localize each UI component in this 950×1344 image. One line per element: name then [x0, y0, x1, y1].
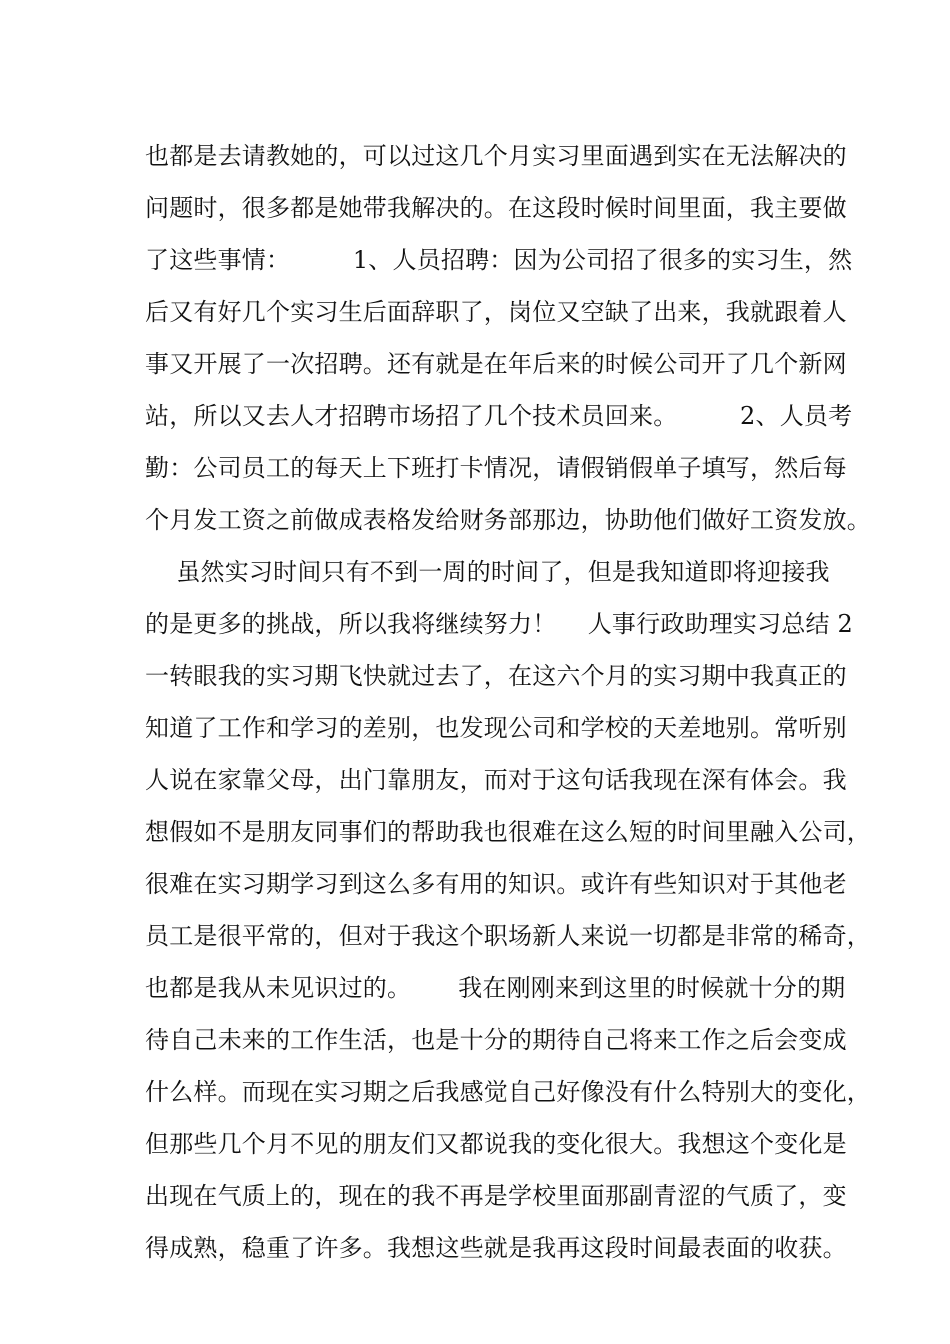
- text-line: 一转眼我的实习期飞快就过去了，在这六个月的实习期中我真正的: [145, 662, 847, 690]
- text-line: 什么样。而现在实习期之后我感觉自己好像没有什么特别大的变化，: [145, 1078, 871, 1106]
- text-line: 勤：公司员工的每天上下班打卡情况，请假销假单子填写，然后每: [145, 454, 847, 482]
- text-line: 也都是去请教她的，可以过这几个月实习里面遇到实在无法解决的: [145, 142, 847, 170]
- text-line: 虽然实习时间只有不到一周的时间了，但是我知道即将迎接我: [145, 558, 830, 586]
- text-line: 事又开展了一次招聘。还有就是在年后来的时候公司开了几个新网: [145, 350, 847, 378]
- text-line: 了这些事情： 1、人员招聘：因为公司招了很多的实习生，然: [145, 246, 853, 274]
- text-line: 员工是很平常的，但对于我这个职场新人来说一切都是非常的稀奇，: [145, 922, 871, 950]
- text-line: 待自己未来的工作生活，也是十分的期待自己将来工作之后会变成: [145, 1026, 847, 1054]
- text-line: 但那些几个月不见的朋友们又都说我的变化很大。我想这个变化是: [145, 1130, 847, 1158]
- text-line: 也都是我从未见识过的。 我在刚刚来到这里的时候就十分的期: [145, 974, 846, 1002]
- text-line: 知道了工作和学习的差别，也发现公司和学校的天差地别。常听别: [145, 714, 847, 742]
- text-line: 人说在家靠父母，出门靠朋友，而对于这句话我现在深有体会。我: [145, 766, 847, 794]
- text-line: 个月发工资之前做成表格发给财务部那边，协助他们做好工资发放。: [145, 506, 871, 534]
- text-line: 的是更多的挑战，所以我将继续努力！ 人事行政助理实习总结 2: [145, 610, 854, 638]
- text-line: 后又有好几个实习生后面辞职了，岗位又空缺了出来，我就跟着人: [145, 298, 847, 326]
- body-text: [145, 130, 871, 1274]
- text-line: 问题时，很多都是她带我解决的。在这段时候时间里面，我主要做: [145, 194, 847, 222]
- text-line: 很难在实习期学习到这么多有用的知识。或许有些知识对于其他老: [145, 870, 847, 898]
- text-line: 想假如不是朋友同事们的帮助我也很难在这么短的时间里融入公司，: [145, 818, 871, 846]
- text-line: 得成熟，稳重了许多。我想这些就是我再这段时间最表面的收获。: [145, 1234, 847, 1262]
- text-line: 站，所以又去人才招聘市场招了几个技术员回来。 2、人员考: [145, 402, 853, 430]
- text-line: 出现在气质上的，现在的我不再是学校里面那副青涩的气质了，变: [145, 1182, 847, 1210]
